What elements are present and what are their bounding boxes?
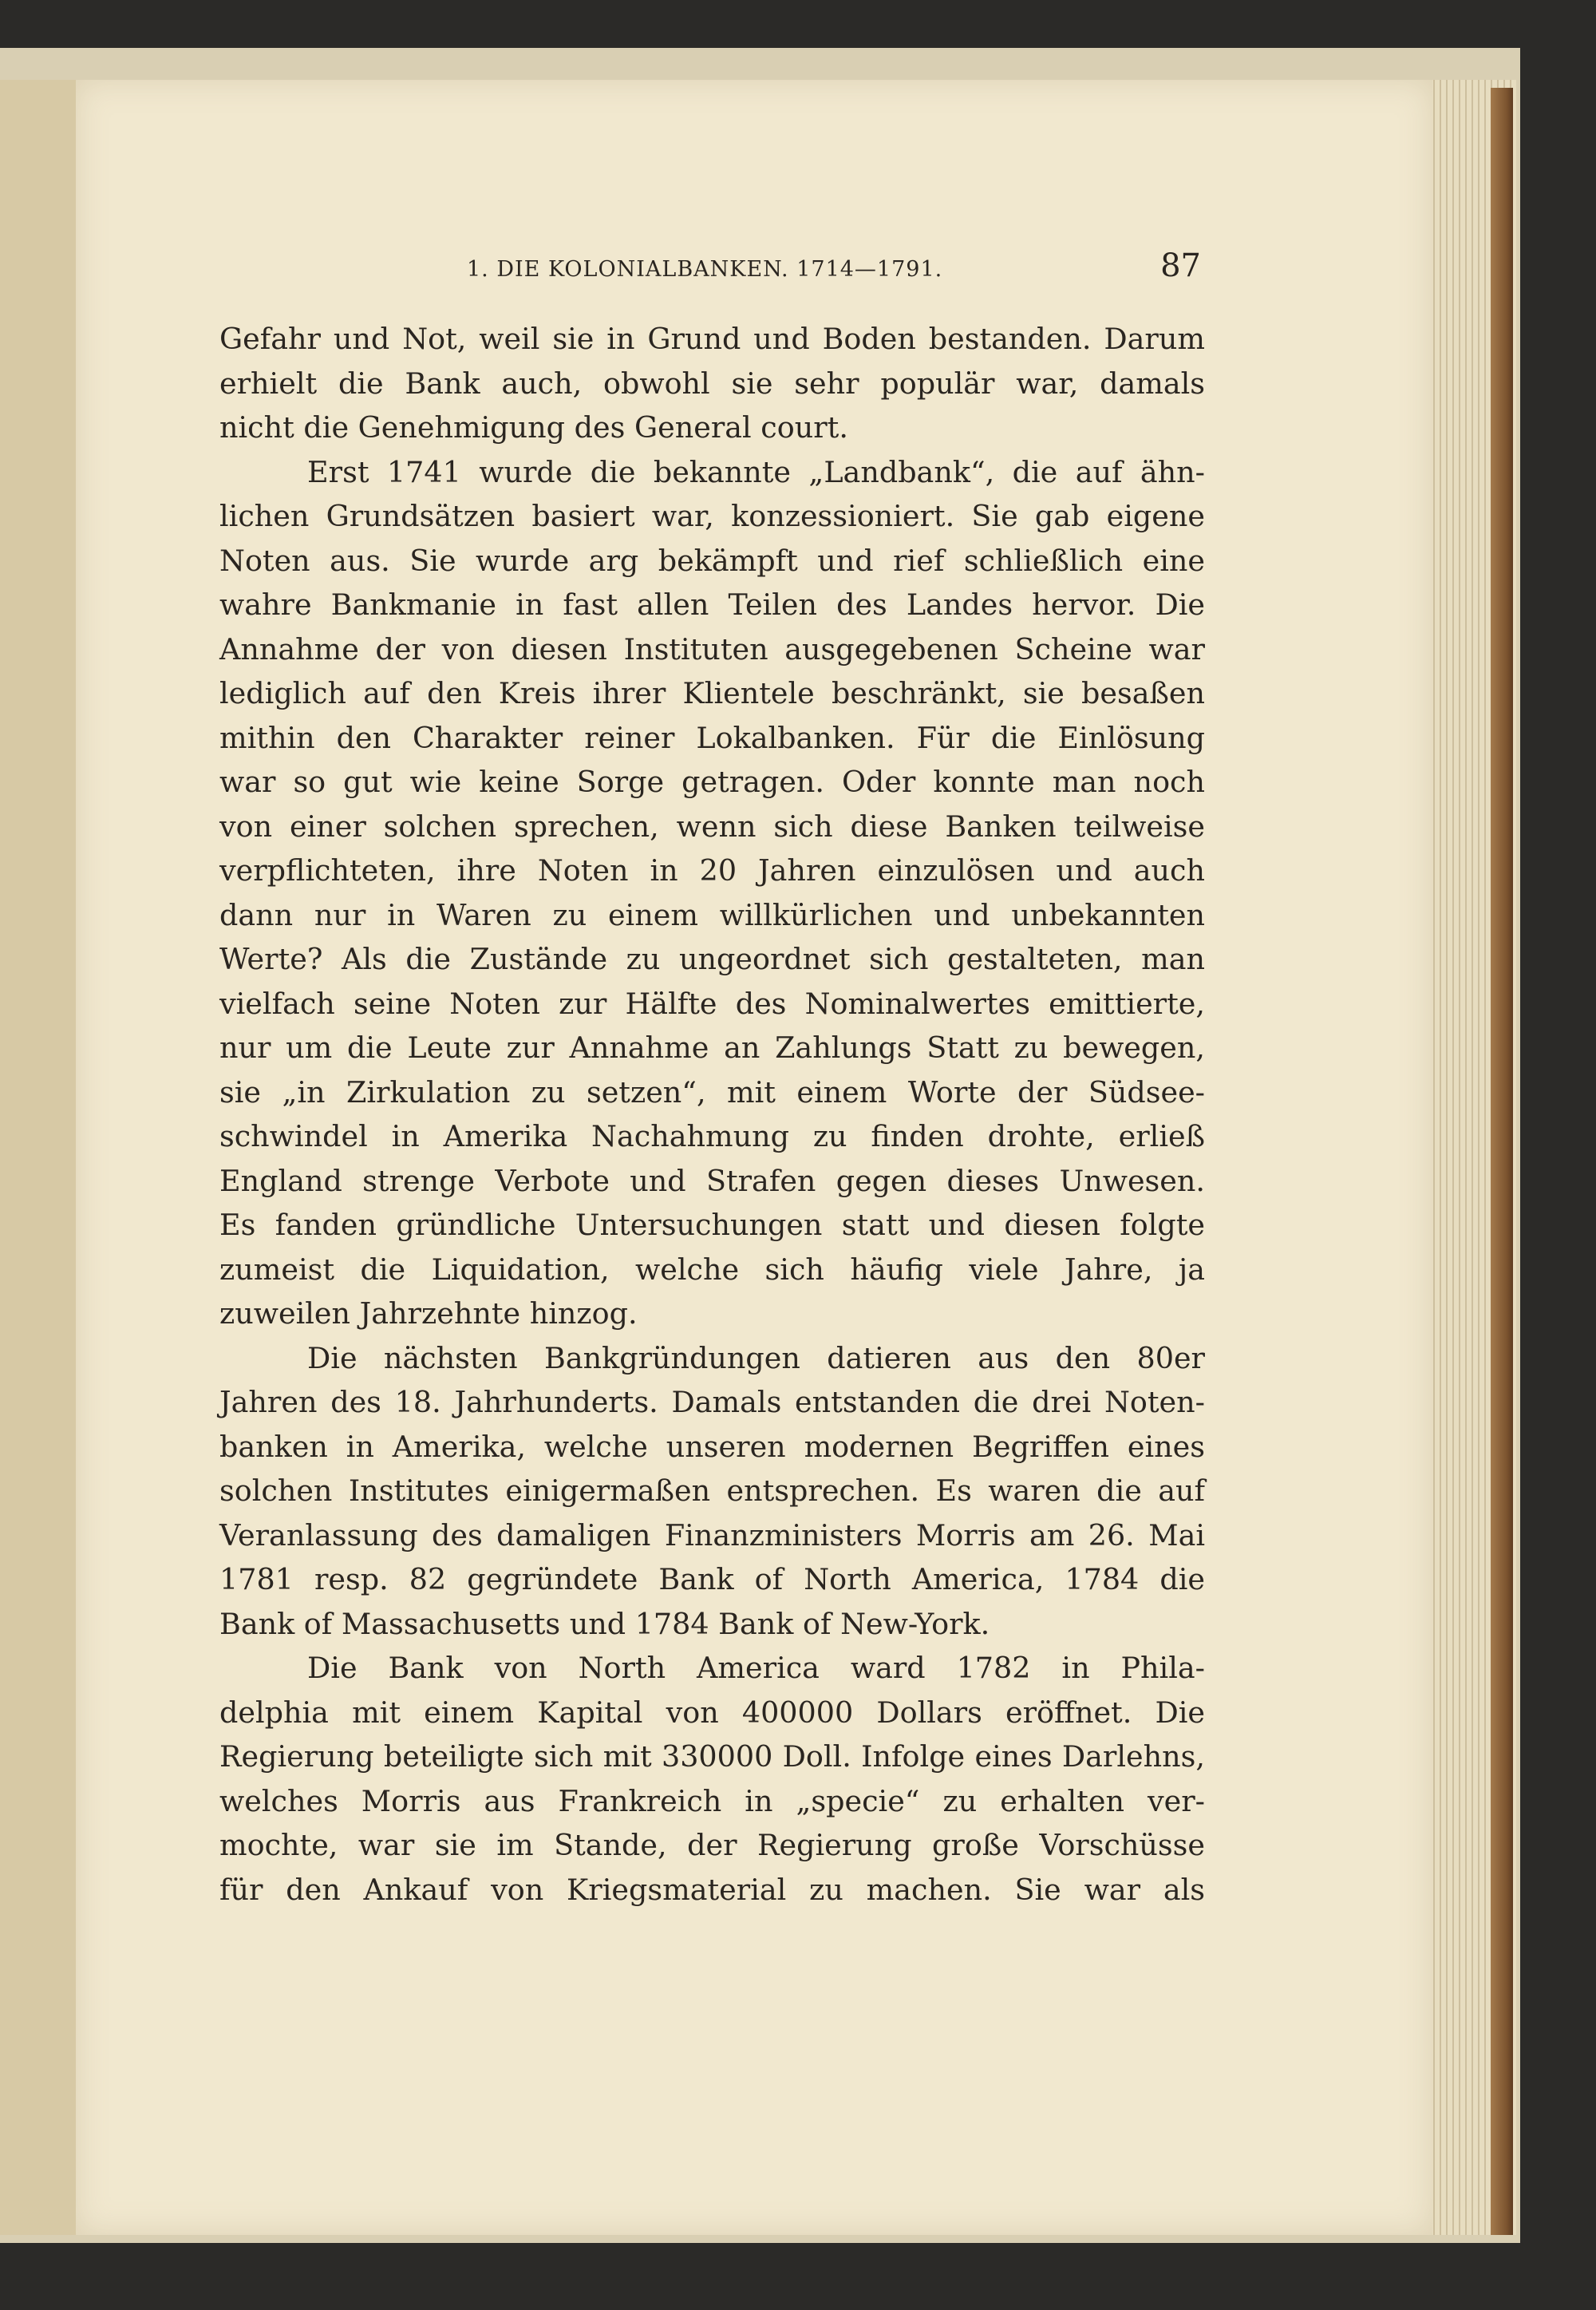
page-header — [219, 247, 1201, 295]
body-text — [219, 317, 1205, 1912]
text-line: Die Bank von North America ward 1782 in Phila- — [307, 1651, 1205, 1685]
text-line: wahre Bankmanie in fast allen Teilen des Landes hervor. Die — [219, 587, 1205, 622]
text-line: dann nur in Waren zu einem willkürlichen und unbekannten — [219, 897, 1205, 932]
facing-page-edge — [0, 80, 77, 2235]
book-cover-edge — [1491, 88, 1513, 2235]
text-line: war so gut wie keine Sorge getragen. Oder konnte man noch — [219, 765, 1205, 799]
text-line: für den Ankauf von Kriegsmaterial zu machen. Sie war als — [219, 1872, 1205, 1907]
text-line: Regierung beteiligte sich mit 330000 Doll. Infolge eines Darlehns, — [219, 1739, 1205, 1774]
text-line: Bank of Massachusetts und 1784 Bank of New-York. — [219, 1606, 990, 1641]
text-line: Werte? Als die Zustände zu ungeordnet sich gestalteten, man — [219, 942, 1205, 976]
text-line: sie „in Zirkulation zu setzen“, mit einem Worte der Südsee- — [219, 1074, 1205, 1110]
text-line: mithin den Charakter reiner Lokalbanken. Für die Einlösung — [219, 720, 1205, 755]
text-line: banken in Amerika, welche unseren modernen Begriffen eines — [219, 1429, 1205, 1464]
text-line: zuweilen Jahrzehnte hinzog. — [219, 1296, 638, 1331]
text-line: verpflichteten, ihre Noten in 20 Jahren einzulösen und auch — [219, 853, 1205, 888]
text-line: Gefahr und Not, weil sie in Grund und Boden bestanden. Darum — [219, 322, 1205, 356]
text-line: lichen Grundsätzen basiert war, konzessioniert. Sie gab eigene — [219, 499, 1205, 533]
text-line: lediglich auf den Kreis ihrer Klientele beschränkt, sie besaßen — [219, 676, 1205, 710]
text-line: delphia mit einem Kapital von 400000 Dollars eröffnet. Die — [219, 1695, 1205, 1730]
text-line: Jahren des 18. Jahrhunderts. Damals entstanden die drei Noten- — [219, 1385, 1205, 1419]
text-line: Annahme der von diesen Instituten ausgegebenen Scheine war — [219, 631, 1205, 666]
page-number: 87 — [1160, 247, 1201, 284]
text-line: Veranlassung des damaligen Finanzministers Morris am 26. Mai — [219, 1517, 1205, 1553]
text-line: Noten aus. Sie wurde arg bekämpft und rief schließlich eine — [219, 543, 1205, 578]
text-line: nur um die Leute zur Annahme an Zahlungs Statt zu bewegen, — [219, 1030, 1205, 1065]
text-line: vielfach seine Noten zur Hälfte des Nominalwertes emittierte, — [219, 986, 1205, 1021]
text-line: zumeist die Liquidation, welche sich häufig viele Jahre, ja — [219, 1252, 1205, 1287]
text-line: erhielt die Bank auch, obwohl sie sehr populär war, damals — [219, 366, 1205, 401]
text-line: England strenge Verbote und Strafen gegen dieses Unwesen. — [219, 1163, 1205, 1198]
text-line: solchen Institutes einigermaßen entsprechen. Es waren die auf — [219, 1473, 1205, 1508]
text-line: welches Morris aus Frankreich in „specie“ zu erhalten ver- — [219, 1783, 1205, 1818]
text-line: mochte, war sie im Stande, der Regierung große Vorschüsse — [219, 1828, 1205, 1862]
running-head: 1. DIE KOLONIALBANKEN. 1714—1791. — [467, 257, 943, 282]
text-line: nicht die Genehmigung des General court. — [219, 410, 848, 445]
text-line: Es fanden gründliche Untersuchungen statt und diesen folgte — [219, 1208, 1205, 1242]
text-line: Erst 1741 wurde die bekannte „Landbank“, die auf ähn- — [307, 454, 1205, 489]
text-line: Die nächsten Bankgründungen datieren aus den 80er — [307, 1340, 1205, 1375]
text-line: schwindel in Amerika Nachahmung zu finden drohte, erließ — [219, 1119, 1205, 1153]
text-line: von einer solchen sprechen, wenn sich diese Banken teilweise — [219, 809, 1205, 844]
text-line: 1781 resp. 82 gegründete Bank of North America, 1784 die — [219, 1562, 1205, 1596]
